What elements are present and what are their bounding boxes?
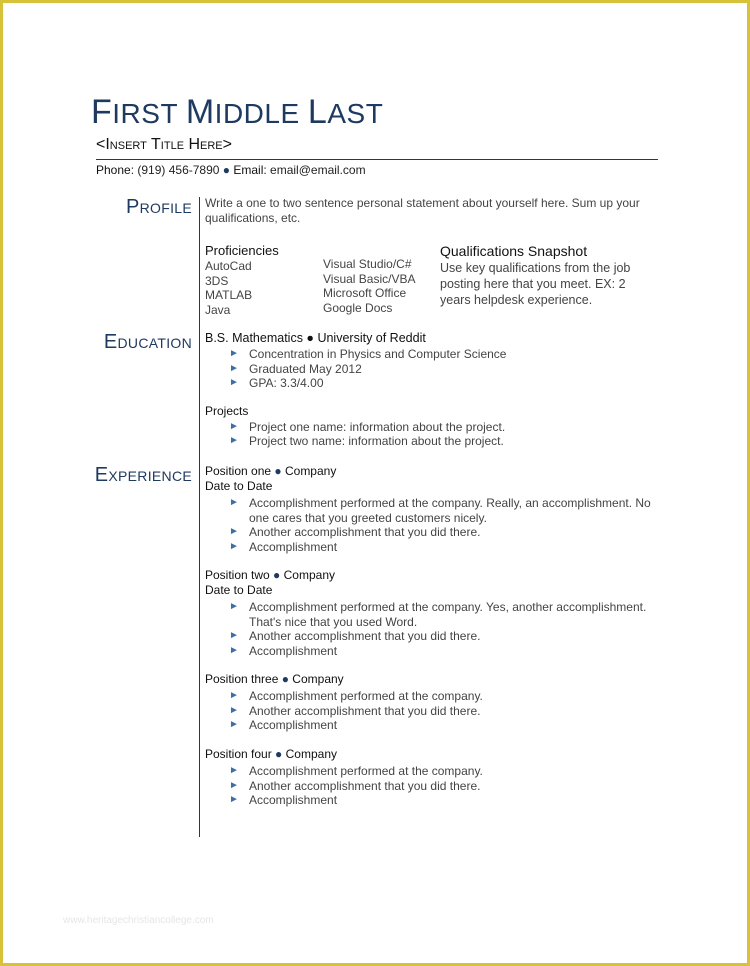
accomplishment-list xyxy=(205,689,655,733)
degree-bullets xyxy=(205,347,506,391)
list-item: ► Project two name: information about the project. xyxy=(229,434,506,449)
experience-entry-1 xyxy=(205,464,655,554)
position-title: Position one xyxy=(205,464,275,478)
list-item: ► Accomplishment performed at the company. xyxy=(229,764,655,779)
contact-line xyxy=(96,163,366,177)
position-bullet: ● xyxy=(273,568,281,582)
watermark: www.heritagechristiancollege.com xyxy=(63,915,214,926)
list-item: ► Accomplishment xyxy=(229,718,655,733)
experience-heading: Experience xyxy=(94,464,192,486)
list-item: ► GPA: 3.3/4.00 xyxy=(229,376,506,391)
accomplishment-list xyxy=(205,600,655,658)
company-name: Company xyxy=(288,672,344,686)
proficiency-item: Java xyxy=(205,302,231,317)
list-item: ► Accomplishment xyxy=(229,644,655,659)
proficiency-item: AutoCad xyxy=(205,259,252,273)
proficiencies-column-1 xyxy=(205,259,252,317)
proficiencies-title: Proficiencies xyxy=(205,243,279,258)
proficiency-item: Visual Basic/VBA xyxy=(323,271,416,286)
company-name: Company xyxy=(280,568,335,582)
position-bullet: ● xyxy=(274,464,282,478)
list-item: ► Accomplishment performed at the company. Really, an accomplishment. No one cares that you greeted customers nicely. xyxy=(229,496,655,525)
position-line xyxy=(205,464,655,479)
profile-heading: Profile xyxy=(125,196,192,218)
proficiency-item: Google Docs xyxy=(323,300,393,315)
company-name: Company xyxy=(282,747,337,761)
name-initial-first: F xyxy=(91,93,113,131)
name-rest-first: IRST xyxy=(112,98,186,129)
name-initial-middle: M xyxy=(185,93,215,131)
accomplishment-list xyxy=(205,764,655,808)
projects-bullets xyxy=(205,420,506,449)
date-range: Date to Date xyxy=(205,479,273,493)
list-item: ► Another accomplishment that you did there. xyxy=(229,704,655,719)
list-item: ► Concentration in Physics and Computer Science xyxy=(229,347,506,362)
resume-page xyxy=(3,3,747,963)
candidate-name xyxy=(91,93,383,132)
list-item: ► Accomplishment performed at the company. xyxy=(229,689,655,704)
contact-bullet: ● xyxy=(222,163,231,177)
list-item: ► Another accomplishment that you did there. xyxy=(229,779,655,794)
experience-entry-4 xyxy=(205,747,655,808)
list-item: ► Project one name: information about the project. xyxy=(229,420,506,435)
list-item: ► Another accomplishment that you did there. xyxy=(229,525,655,540)
phone-label: Phone xyxy=(96,163,131,177)
position-line xyxy=(205,568,655,583)
list-item: ► Accomplishment xyxy=(229,540,655,555)
position-title: Position three xyxy=(205,672,282,686)
list-item: ► Accomplishment performed at the company. Yes, another accomplishment. That's nice that you used Word. xyxy=(229,600,655,629)
proficiency-item: Visual Studio/C# xyxy=(323,257,412,271)
section-divider xyxy=(199,197,200,837)
proficiencies-column-2 xyxy=(323,257,416,315)
qualifications-text: Use key qualifications from the job posting here that you meet. EX: 2 years helpdesk experience. xyxy=(440,261,631,307)
position-bullet: ● xyxy=(281,672,289,686)
accomplishment-list xyxy=(205,496,655,554)
experience-entry-2 xyxy=(205,568,655,658)
list-item: ► Another accomplishment that you did there. xyxy=(229,629,655,644)
profile-statement: Write a one to two sentence personal statement about yourself here. Sum up your qualifications, etc. xyxy=(205,196,640,225)
name-rest-middle: IDDLE xyxy=(214,98,308,129)
header-divider xyxy=(96,159,658,160)
education-heading: Education xyxy=(103,331,192,353)
name-initial-last: L xyxy=(307,93,328,131)
list-item: ► Accomplishment xyxy=(229,793,655,808)
qualifications-title: Qualifications Snapshot xyxy=(440,243,588,259)
date-range: Date to Date xyxy=(205,583,273,597)
education-block xyxy=(205,331,506,449)
experience-entry-3 xyxy=(205,672,655,733)
position-title: Position two xyxy=(205,568,274,582)
position-title: Position four xyxy=(205,747,276,761)
degree-line: B.S. Mathematics ● University of Reddit xyxy=(205,331,426,345)
position-bullet: ● xyxy=(275,747,283,761)
profile-statement-block xyxy=(205,196,645,226)
proficiency-item: Microsoft Office xyxy=(323,286,407,300)
job-title: <Insert Title Here> xyxy=(96,136,232,153)
company-name: Company xyxy=(281,464,337,478)
list-item: ► Graduated May 2012 xyxy=(229,362,506,377)
proficiency-item: 3DS xyxy=(205,273,229,288)
projects-title: Projects xyxy=(205,403,249,418)
position-line xyxy=(205,672,655,687)
position-line xyxy=(205,747,655,762)
email-value: : email@email.com xyxy=(263,163,366,177)
phone-value: : (919) 456-7890 xyxy=(130,163,223,177)
name-rest-last: AST xyxy=(327,98,384,129)
email-label: Email xyxy=(233,163,264,177)
proficiency-item: MATLAB xyxy=(205,288,253,302)
